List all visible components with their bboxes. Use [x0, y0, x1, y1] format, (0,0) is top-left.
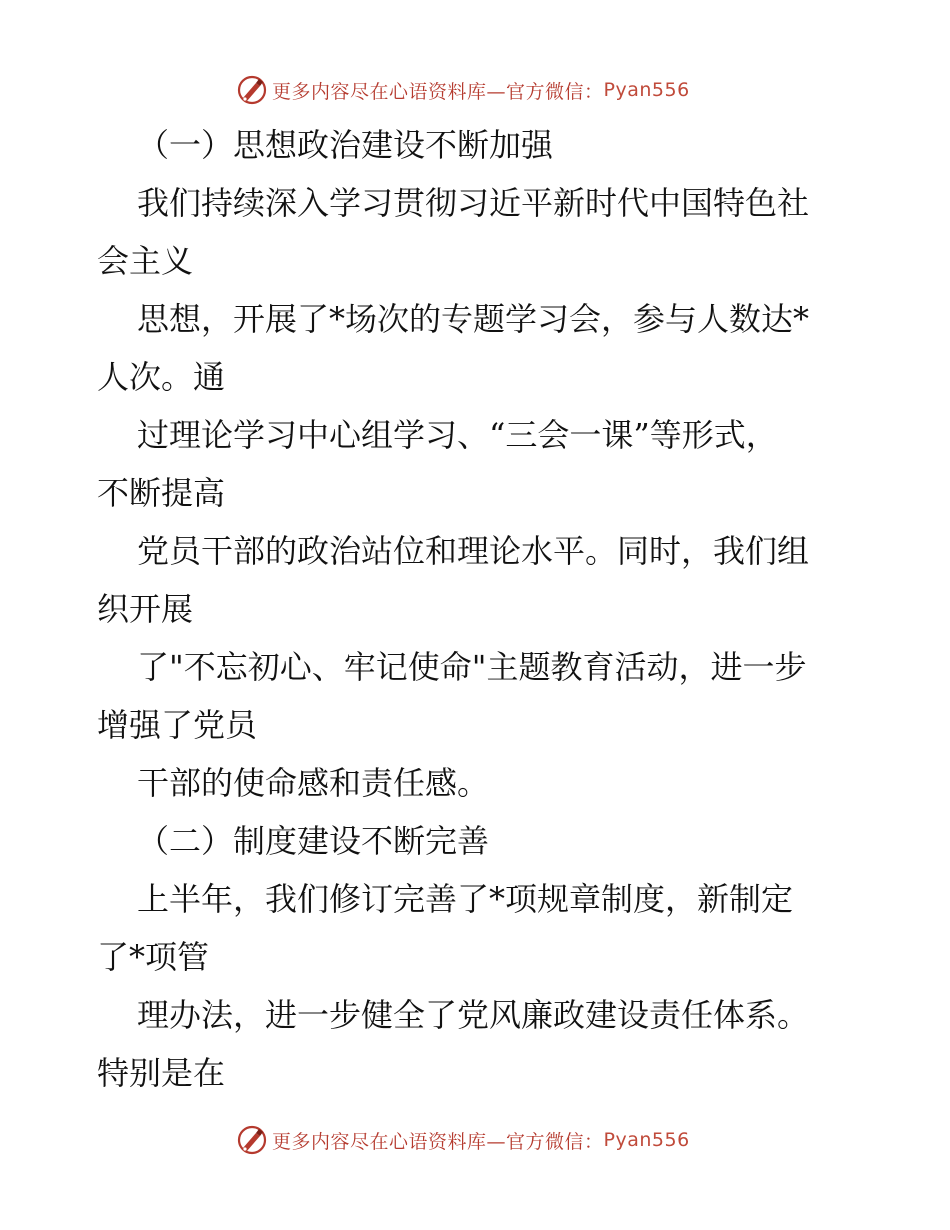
- pen-logo-icon: [236, 74, 268, 106]
- watermark-wechat-id: Pyan556: [603, 79, 690, 101]
- text-line: 干部的使命感和责任感。: [137, 764, 490, 802]
- text-line: 不断提高: [97, 474, 226, 512]
- text-line: 上半年，我们修订完善了*项规章制度，新制定: [137, 880, 794, 918]
- text-line: 了"不忘初心、牢记使命"主题教育活动，进一步: [137, 648, 807, 686]
- watermark-text: 更多内容尽在心语资料库—官方微信：: [272, 1130, 604, 1153]
- text-line: 了*项管: [97, 938, 210, 976]
- watermark-header: [236, 72, 690, 108]
- text-line: 过理论学习中心组学习、“三会一课”等形式，: [137, 416, 778, 454]
- watermark-text: 更多内容尽在心语资料库—官方微信：: [272, 80, 604, 103]
- section-heading-2: （二）制度建设不断完善: [137, 822, 490, 860]
- text-line: 思想，开展了*场次的专题学习会，参与人数达*: [137, 300, 810, 338]
- watermark-wechat-id: Pyan556: [603, 1129, 690, 1151]
- text-line: 特别是在: [97, 1054, 226, 1092]
- text-line: 会主义: [97, 242, 194, 280]
- watermark-footer: [236, 1122, 690, 1158]
- text-line: 理办法，进一步健全了党风廉政建设责任体系。: [137, 996, 810, 1034]
- text-line: 我们持续深入学习贯彻习近平新时代中国特色社: [137, 184, 810, 222]
- text-line: 人次。通: [97, 358, 226, 396]
- pen-logo-icon: [236, 1124, 268, 1156]
- section-heading-1: （一）思想政治建设不断加强: [137, 126, 554, 164]
- text-line: 党员干部的政治站位和理论水平。同时，我们组: [137, 532, 810, 570]
- text-line: 织开展: [97, 590, 194, 628]
- text-line: 增强了党员: [97, 706, 258, 744]
- document-body: [97, 116, 857, 1102]
